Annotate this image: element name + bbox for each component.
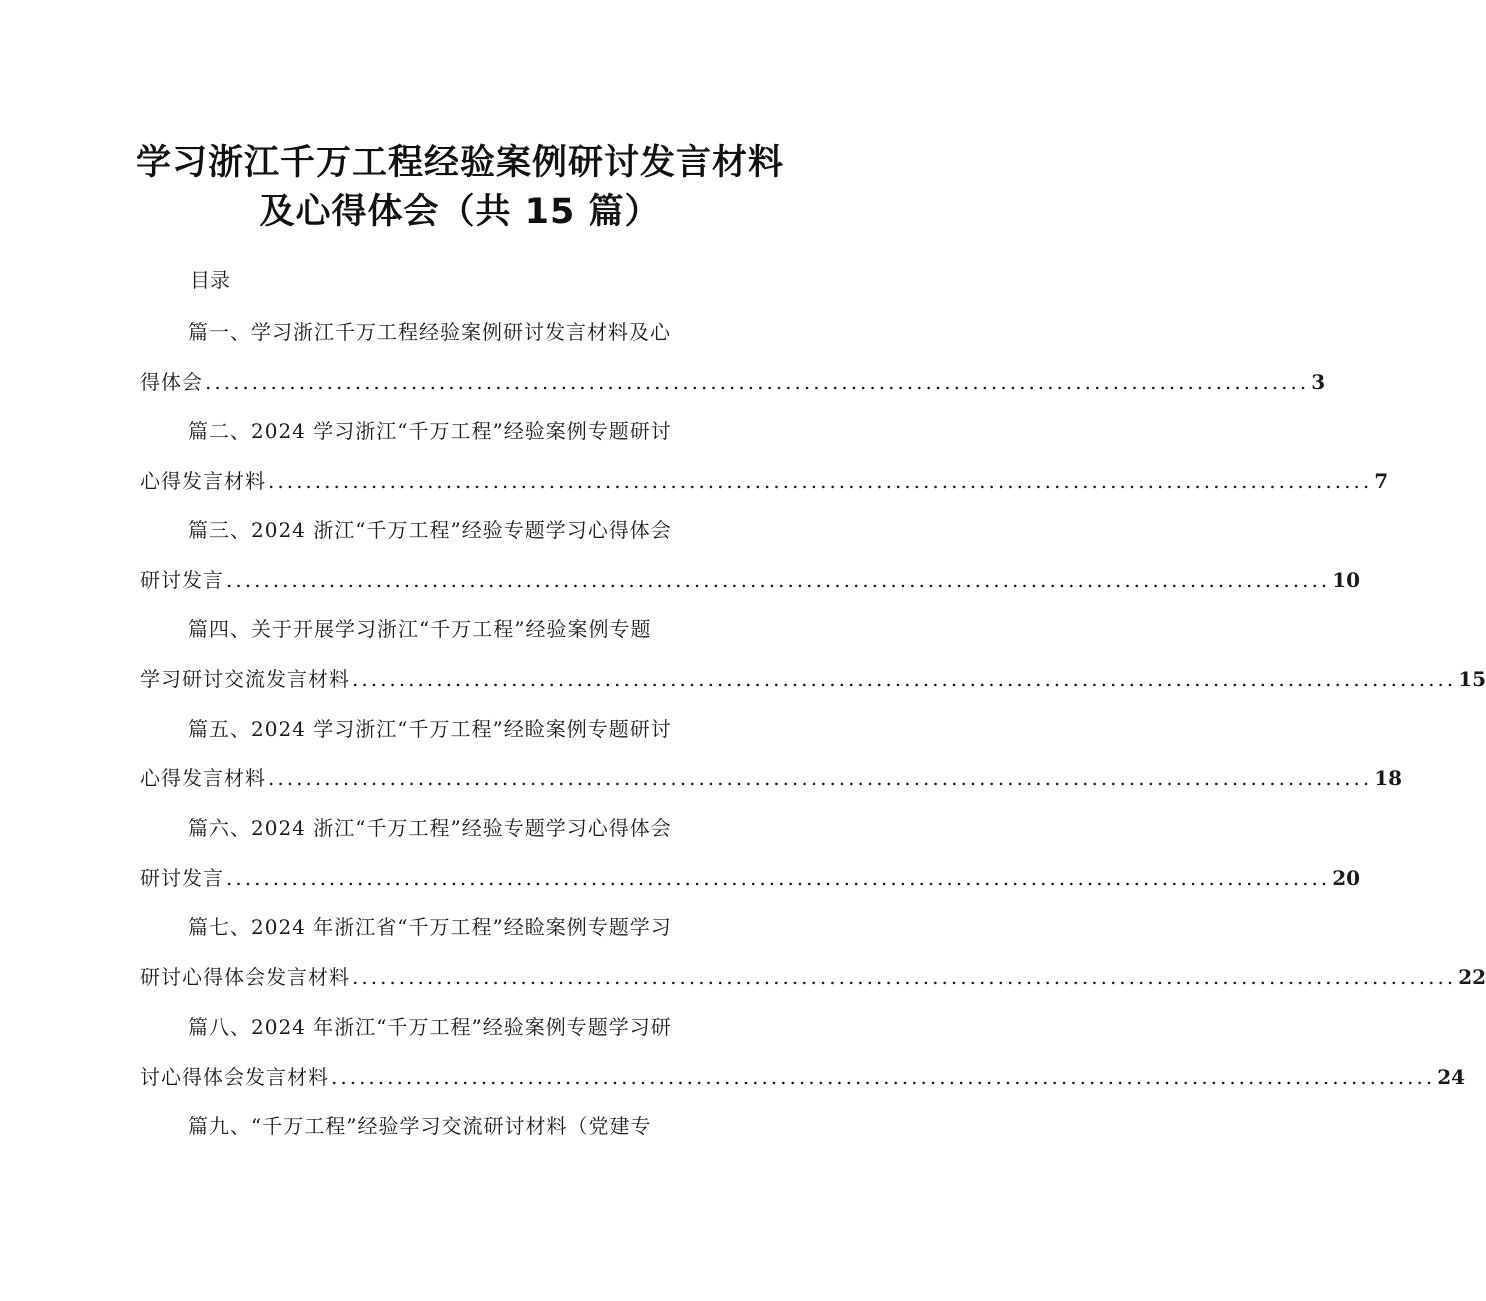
dot-leader: ......................................................................................................................: [352, 965, 1457, 989]
toc-entry-1-line2[interactable]: [140, 366, 1326, 395]
toc-page-number: 7: [1374, 469, 1389, 493]
toc-page-number: 15: [1458, 667, 1486, 691]
toc-entry-4-line1[interactable]: 篇四、关于开展学习浙江“千万工程”经验案例专题: [188, 617, 652, 641]
toc-entry-7-line1[interactable]: 篇七、2024 年浙江省“千万工程”经睑案例专题学习: [188, 915, 672, 939]
toc-page-number: 18: [1374, 766, 1403, 790]
toc-entry-text: 研讨发言: [140, 568, 224, 592]
toc-entry-text: 心得发言材料: [140, 469, 266, 493]
toc-entry-8-line2[interactable]: [140, 1061, 1466, 1090]
toc-entry-text: 得体会: [140, 370, 203, 394]
toc-entry-6-line1[interactable]: 篇六、2024 浙江“千万工程”经验专题学习心得体会: [188, 816, 672, 840]
toc-entry-6-line2[interactable]: [140, 862, 1361, 891]
toc-entry-5-line1[interactable]: 篇五、2024 学习浙江“千万工程”经睑案例专题研讨: [188, 717, 672, 741]
toc-entry-2-line1[interactable]: 篇二、2024 学习浙江“千万工程”经验案例专题研讨: [188, 419, 672, 443]
toc-entry-9-line1[interactable]: 篇九、“千万工程”经验学习交流研讨材料（党建专: [188, 1114, 652, 1138]
dot-leader: ......................................................................................................................: [226, 568, 1331, 592]
toc-heading: 目录: [190, 268, 230, 292]
toc-entry-1-line1[interactable]: 篇一、学习浙江千万工程经验案例研讨发言材料及心: [188, 320, 671, 344]
toc-entry-3-line2[interactable]: [140, 564, 1361, 593]
toc-entry-3-line1[interactable]: 篇三、2024 浙江“千万工程”经验专题学习心得体会: [188, 518, 672, 542]
toc-page-number: 10: [1332, 568, 1361, 592]
toc-entry-text: 讨心得体会发言材料: [140, 1065, 329, 1089]
toc-page-number: 20: [1332, 866, 1361, 890]
toc-page-number: 3: [1311, 370, 1326, 394]
toc-entry-4-line2[interactable]: [140, 663, 1486, 692]
toc-entry-8-line1[interactable]: 篇八、2024 年浙江“千万工程”经验案例专题学习研: [188, 1015, 672, 1039]
document-title-line2: 及心得体会（共 15 篇）: [259, 192, 661, 232]
toc-entry-text: 心得发言材料: [140, 766, 266, 790]
dot-leader: ......................................................................................................................: [352, 667, 1457, 691]
toc-page-number: 22: [1458, 965, 1486, 989]
dot-leader: ......................................................................................................................: [268, 766, 1373, 790]
dot-leader: ......................................................................................................................: [331, 1065, 1436, 1089]
toc-entry-text: 研讨心得体会发言材料: [140, 965, 350, 989]
toc-entry-7-line2[interactable]: [140, 961, 1486, 990]
toc-page-number: 24: [1437, 1065, 1466, 1089]
dot-leader: ......................................................................................................................: [205, 370, 1310, 394]
toc-entry-2-line2[interactable]: [140, 465, 1389, 494]
dot-leader: ......................................................................................................................: [226, 866, 1331, 890]
toc-entry-5-line2[interactable]: [140, 762, 1403, 791]
dot-leader: ......................................................................................................................: [268, 469, 1373, 493]
toc-entry-text: 研讨发言: [140, 866, 224, 890]
document-title-line1: 学习浙江千万工程经验案例研讨发言材料: [135, 143, 784, 183]
toc-entry-text: 学习研讨交流发言材料: [140, 667, 350, 691]
